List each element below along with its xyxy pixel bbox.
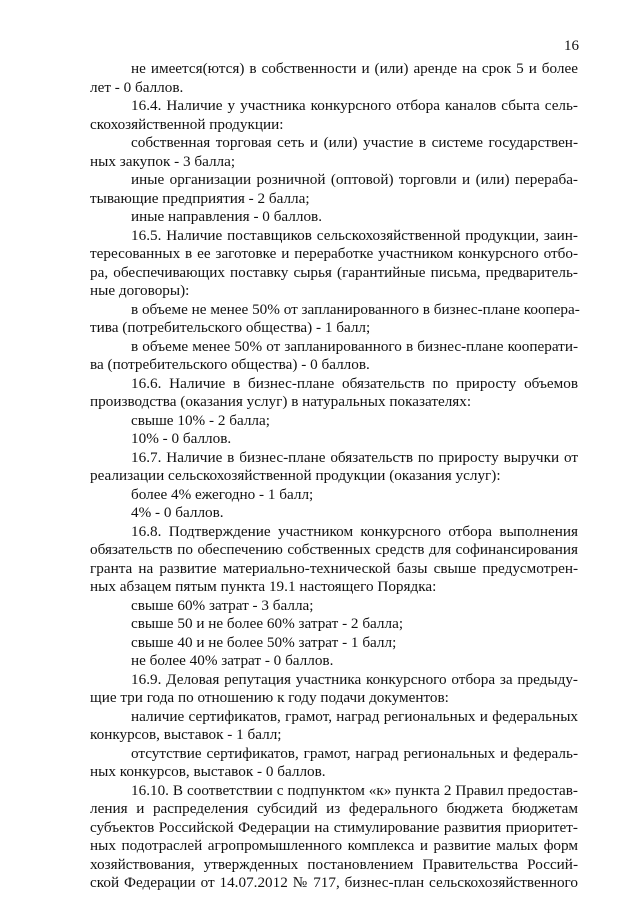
text-line: свыше 50 и не более 60% затрат - 2 балла; — [131, 615, 404, 632]
text-line: ные договоры): — [90, 282, 190, 299]
text-line: 4% - 0 баллов. — [131, 504, 224, 521]
text-line: скохозяйственной продукции: — [90, 115, 284, 133]
text-line: иные организации розничной (оптовой) торговли и (или) перераба- — [131, 171, 578, 188]
text-line: ных абзацем пятым пункта 19.1 настоящего Порядка: — [90, 578, 437, 595]
text-line: в объеме не менее 50% от запланированного в бизнес-плане коопера- — [131, 300, 580, 318]
text-line: 16.7. Наличие в бизнес-плане обязательств по приросту выручки от — [131, 448, 578, 466]
text-line: 16.10. В соответствии с подпунктом «к» пункта 2 Правил предостав- — [131, 781, 578, 799]
text-line: субъектов Российской Федерации на стимулирование развития приоритет- — [90, 818, 578, 836]
text-line: обязательств по обеспечению собственных средств для софинансирования — [90, 541, 578, 558]
text-line: ра, обеспечивающих поставку сырья (гарантийные письма, предваритель- — [90, 263, 578, 281]
text-line: свыше 40 и не более 50% затрат - 1 балл; — [131, 633, 397, 651]
text-line: тывающие предприятия - 2 балла; — [90, 189, 310, 207]
text-line: более 4% ежегодно - 1 балл; — [131, 485, 314, 503]
text-line: иные направления - 0 баллов. — [131, 208, 323, 225]
text-line: 16.4. Наличие у участника конкурсного отбора каналов сбыта сель- — [131, 97, 578, 114]
text-line: ления и распределения субсидий из федерального бюджета бюджетам — [90, 800, 578, 817]
text-line: лет - 0 баллов. — [90, 78, 184, 96]
text-line: тересованных в ее заготовке и переработке участником конкурсного отбо- — [90, 245, 578, 262]
text-line: 10% - 0 баллов. — [131, 430, 232, 447]
text-line: не имеется(ются) в собственности и (или) аренде на срок 5 и более — [131, 60, 578, 77]
text-line: ных закупок - 3 балла; — [90, 152, 236, 170]
text-line: тива (потребительского общества) - 1 балл; — [90, 319, 371, 336]
page-number: 16 — [564, 38, 579, 54]
text-line: отсутствие сертификатов, грамот, наград региональных и федераль- — [131, 744, 578, 762]
document-body — [90, 60, 578, 893]
text-line: 16.8. Подтверждение участником конкурсного отбора выполнения — [131, 522, 578, 540]
text-line: ных подотраслей агропромышленного комплекса и развитие малых форм — [90, 837, 578, 854]
text-line: 16.6. Наличие в бизнес-плане обязательств по приросту объемов — [131, 374, 578, 392]
text-line: наличие сертификатов, грамот, наград региональных и федеральных — [131, 707, 578, 725]
text-line: не более 40% затрат - 0 баллов. — [131, 652, 334, 669]
text-line: 16.5. Наличие поставщиков сельскохозяйственной продукции, заин- — [131, 226, 578, 244]
text-line: ва (потребительского общества) - 0 баллов. — [90, 356, 370, 373]
text-line: ской Федерации от 14.07.2012 № 717, бизнес-план сельскохозяйственного — [90, 874, 578, 891]
text-line: реализации сельскохозяйственной продукции (оказания услуг): — [90, 467, 501, 484]
text-line: свыше 60% затрат - 3 балла; — [131, 596, 314, 614]
text-line: щие три года по отношению к году подачи документов: — [90, 689, 449, 706]
text-line: конкурсов, выставок - 1 балл; — [90, 726, 282, 743]
text-line: в объеме менее 50% от запланированного в бизнес-плане кооперати- — [131, 337, 578, 355]
text-line: гранта на развитие материально-технической базы свыше предусмотрен- — [90, 559, 578, 577]
text-line: производства (оказания услуг) в натуральных показателях: — [90, 393, 472, 410]
text-line: свыше 10% - 2 балла; — [131, 411, 270, 429]
text-line: собственная торговая сеть и (или) участие в системе государствен- — [131, 134, 578, 151]
text-line: хозяйствования, утвержденных постановлением Правительства Россий- — [90, 855, 578, 873]
text-line: 16.9. Деловая репутация участника конкурсного отбора за предыду- — [131, 670, 578, 688]
text-line: ных конкурсов, выставок - 0 баллов. — [90, 763, 326, 780]
